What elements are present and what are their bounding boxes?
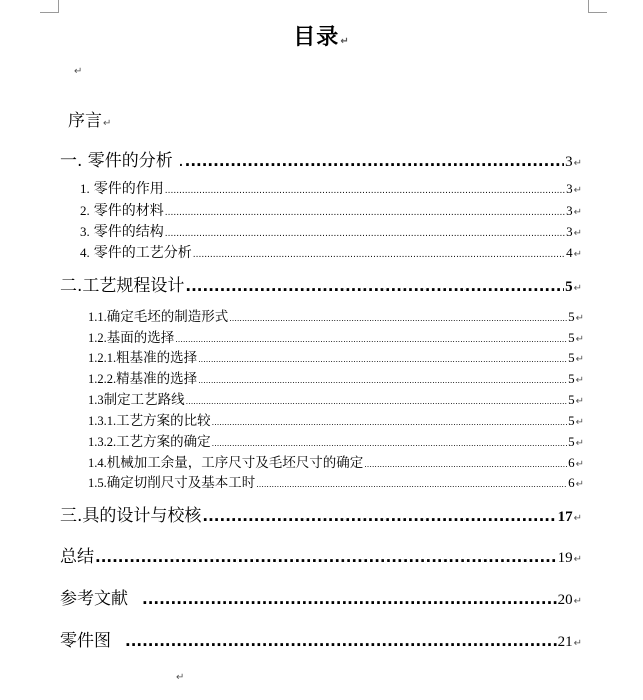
toc-entry-label: 工艺方案的比较 — [116, 413, 211, 429]
toc-entry-number: 1.2.2. — [88, 372, 117, 386]
paragraph-mark-icon: ↵ — [575, 438, 584, 449]
toc-entry-page: 20 — [557, 592, 573, 608]
toc-entry-number: 1.3 — [88, 393, 104, 407]
paragraph-mark-icon: ↵ — [103, 118, 112, 129]
toc-entry-page: 6 — [568, 455, 575, 470]
paragraph-mark-icon: ↵ — [575, 354, 584, 365]
toc-preface[interactable] — [68, 106, 111, 131]
toc-entry-label: 总结 — [60, 547, 94, 567]
toc-entry-2-1-1[interactable] — [88, 305, 584, 325]
paragraph-mark-icon: ↵ — [575, 334, 584, 345]
paragraph-mark-icon: ↵ — [573, 249, 582, 260]
toc-entry-page: 5 — [568, 330, 575, 345]
paragraph-mark-icon: ↵ — [340, 36, 350, 47]
toc-entry-page: 5 — [568, 350, 575, 365]
toc-entry-page: 3 — [565, 154, 573, 170]
toc-entry-label: 二.工艺规程设计 — [60, 276, 185, 296]
toc-entry-label: 机械加工余量，工序尺寸及毛坯尺寸的确定 — [106, 455, 364, 471]
toc-entry-number: 1.2. — [88, 331, 107, 345]
toc-entry-page: 4 — [566, 245, 573, 260]
paragraph-mark-icon: ↵ — [74, 66, 83, 77]
paragraph-mark-icon: ↵ — [575, 313, 584, 324]
dot-leader — [165, 229, 565, 239]
dot-leader — [185, 277, 564, 295]
dot-leader — [142, 590, 557, 608]
toc-entry-1-3[interactable] — [80, 221, 582, 241]
toc-entry-number: 1.3.2. — [88, 435, 117, 449]
toc-entry-number: 1.2.1. — [88, 351, 117, 365]
toc-entry-page: 5 — [568, 309, 575, 324]
toc-entry-page: 5 — [568, 413, 575, 428]
toc-entry-2-1-3-2[interactable] — [88, 430, 584, 450]
paragraph-mark-icon: ↵ — [573, 228, 582, 239]
dot-leader — [256, 480, 567, 489]
toc-entry-label: 零件的材料 — [93, 203, 164, 219]
toc-entry-label: 精基准的选择 — [116, 371, 198, 387]
dot-leader — [175, 335, 567, 344]
toc-entry-page: 3 — [566, 181, 573, 196]
dot-leader — [212, 418, 567, 427]
paragraph-mark-icon: ↵ — [573, 513, 582, 524]
toc-entry-number: 2. — [80, 203, 90, 218]
paragraph-mark-icon: ↵ — [575, 375, 584, 386]
dot-leader — [185, 152, 564, 170]
dot-leader — [165, 208, 565, 218]
toc-entry-2-1-2-2[interactable] — [88, 367, 584, 387]
toc-entry-page: 5 — [568, 392, 575, 407]
toc-entry-label: 确定毛坯的制造形式 — [106, 309, 229, 325]
toc-entry-label: 基面的选择 — [106, 330, 175, 346]
toc-entry-1-4[interactable] — [80, 242, 582, 262]
toc-entry-label: 零件的作用 — [93, 181, 164, 197]
dot-leader — [165, 186, 565, 196]
paragraph-mark-icon: ↵ — [573, 185, 582, 196]
page-corner-mark-left — [40, 0, 59, 13]
toc-entry-section-3[interactable] — [60, 501, 582, 526]
toc-entry-page: 17 — [557, 509, 573, 525]
dot-leader — [212, 439, 567, 448]
preface-label: 序言 — [68, 111, 102, 131]
page-corner-mark-right — [588, 0, 607, 13]
toc-entry-page: 3 — [566, 203, 573, 218]
toc-entry-label: 制定工艺路线 — [103, 392, 185, 408]
toc-entry-2-1-4[interactable] — [88, 451, 584, 471]
toc-entry-number: 3. — [80, 224, 90, 239]
toc-entry-1-2[interactable] — [80, 200, 582, 220]
toc-title-text: 目录 — [293, 25, 340, 50]
toc-entry-page: 5 — [565, 279, 573, 295]
toc-entry-2-1-3-1[interactable] — [88, 409, 584, 429]
paragraph-mark-icon: ↵ — [575, 396, 584, 407]
paragraph-mark-icon: ↵ — [573, 283, 582, 294]
toc-entry-number: 1.5. — [88, 476, 107, 490]
toc-entry-1-1[interactable] — [80, 178, 582, 198]
toc-entry-2-1-2-1[interactable] — [88, 346, 584, 366]
dot-leader — [364, 460, 567, 469]
dot-leader — [193, 250, 565, 260]
paragraph-mark-icon: ↵ — [575, 417, 584, 428]
dot-leader — [198, 355, 567, 364]
toc-entry-number: 1.4. — [88, 456, 107, 470]
dot-leader — [229, 314, 567, 323]
paragraph-mark-icon: ↵ — [575, 479, 584, 490]
toc-entry-label: 零件图 — [60, 631, 111, 651]
toc-entry-number: 4. — [80, 245, 90, 260]
toc-entry-label: 零件的结构 — [93, 224, 164, 240]
dot-leader — [125, 632, 557, 650]
dot-leader — [186, 397, 567, 406]
toc-entry-summary[interactable] — [60, 542, 582, 567]
toc-entry-number: 1. — [80, 181, 90, 196]
toc-entry-label: 粗基准的选择 — [116, 350, 198, 366]
toc-entry-label: 零件的工艺分析 — [93, 245, 192, 261]
dot-leader — [198, 376, 567, 385]
dot-leader — [95, 548, 557, 566]
toc-entry-references[interactable] — [60, 584, 582, 609]
toc-entry-label: 确定切削尺寸及基本工时 — [106, 475, 256, 491]
paragraph-mark-icon: ↵ — [573, 638, 582, 649]
toc-entry-2-1-5[interactable] — [88, 471, 584, 491]
paragraph-mark-icon: ↵ — [573, 596, 582, 607]
toc-entry-label: 工艺方案的确定 — [116, 434, 211, 450]
toc-entry-label: 参考文献 — [60, 589, 128, 609]
toc-entry-page: 19 — [557, 550, 573, 566]
paragraph-mark-icon: ↵ — [573, 158, 582, 169]
toc-entry-section-1[interactable] — [60, 146, 582, 171]
toc-entry-page: 21 — [557, 634, 573, 650]
paragraph-mark-icon: ↵ — [573, 207, 582, 218]
paragraph-mark-icon: ↵ — [176, 672, 185, 683]
toc-title — [0, 20, 643, 51]
toc-entry-number: 1.3.1. — [88, 414, 117, 428]
toc-entry-page: 5 — [568, 371, 575, 386]
toc-entry-page: 6 — [568, 475, 575, 490]
toc-entry-page: 5 — [568, 434, 575, 449]
toc-entry-2-1-3[interactable] — [88, 388, 584, 408]
toc-entry-label: 一. 零件的分析 . — [60, 151, 184, 171]
toc-entry-number: 1.1. — [88, 310, 107, 324]
paragraph-mark-icon: ↵ — [575, 459, 584, 470]
toc-entry-2-1-2[interactable] — [88, 326, 584, 346]
toc-entry-page: 3 — [566, 224, 573, 239]
toc-entry-part-drawing[interactable] — [60, 626, 582, 651]
paragraph-mark-icon: ↵ — [573, 554, 582, 565]
toc-entry-label: 三.具的设计与校核 — [60, 506, 202, 526]
dot-leader — [202, 507, 556, 525]
toc-entry-section-2[interactable] — [60, 271, 582, 296]
